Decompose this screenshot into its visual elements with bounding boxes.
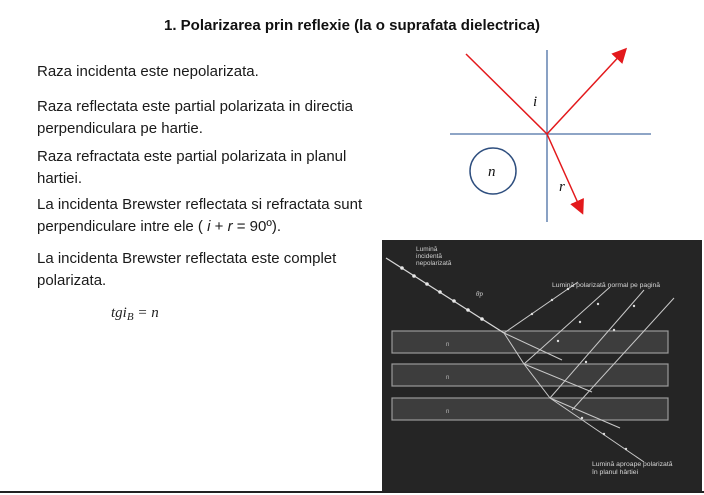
brewster-formula	[111, 305, 159, 322]
symbol-i: i	[207, 218, 211, 235]
glass-plate	[392, 364, 668, 386]
paragraph-line: polarizata.	[37, 272, 107, 289]
paragraph-brewster-complete	[37, 248, 336, 292]
slide-title: 1. Polarizarea prin reflexie (la o suprafata dielectrica)	[164, 17, 540, 34]
symbol-r: r	[227, 218, 233, 235]
photo-label-incident: Lumină incidentă nepolarizată	[416, 246, 452, 267]
glass-plate	[392, 398, 668, 420]
text-run: perpendiculare intre ele (	[37, 218, 208, 235]
formula-lhs: tgi	[111, 305, 127, 321]
paragraph-reflected	[37, 96, 353, 140]
photo-label-transmitted: Lumină aproape polarizată în planul hârtiei	[592, 461, 673, 476]
plate-label: n	[446, 375, 450, 381]
angle-label-r: r	[559, 179, 565, 195]
refracted-ray	[547, 134, 582, 212]
paragraph-line: Raza refractata este partial polarizata in planul	[37, 148, 347, 165]
plate-label: n	[446, 409, 450, 415]
formula-rhs: = n	[133, 305, 159, 321]
photo-label-reflected: Lumină polarizată normal pe pagină	[552, 282, 661, 289]
glass-plates-photo	[382, 240, 702, 492]
formula-subscript: B	[126, 311, 134, 323]
bottom-rule	[0, 491, 704, 493]
reflected-ray	[547, 50, 625, 134]
angle-label-i: i	[533, 94, 538, 110]
refractive-index-label: n	[488, 164, 496, 180]
paragraph-line: hartiei.	[37, 170, 83, 187]
paragraph-line: La incidenta Brewster reflectata si refractata sunt	[37, 196, 363, 213]
text-run: +	[210, 218, 228, 235]
paragraph-line: Raza reflectata este partial polarizata in directia	[37, 98, 353, 115]
text-run: = 90º).	[232, 218, 281, 235]
paragraph-brewster-perpendicular	[37, 194, 362, 238]
paragraph-line: perpendiculara pe hartie.	[37, 120, 203, 137]
plate-label: n	[446, 342, 450, 348]
paragraph-line: Raza incidenta este nepolarizata.	[37, 63, 259, 80]
paragraph-incident	[37, 61, 259, 83]
paragraph-refracted	[37, 146, 346, 190]
paragraph-line-rich	[37, 216, 362, 238]
photo-label-theta: θp	[476, 290, 483, 298]
reflection-diagram	[440, 40, 664, 230]
paragraph-line: La incidenta Brewster reflectata este complet	[37, 250, 337, 267]
